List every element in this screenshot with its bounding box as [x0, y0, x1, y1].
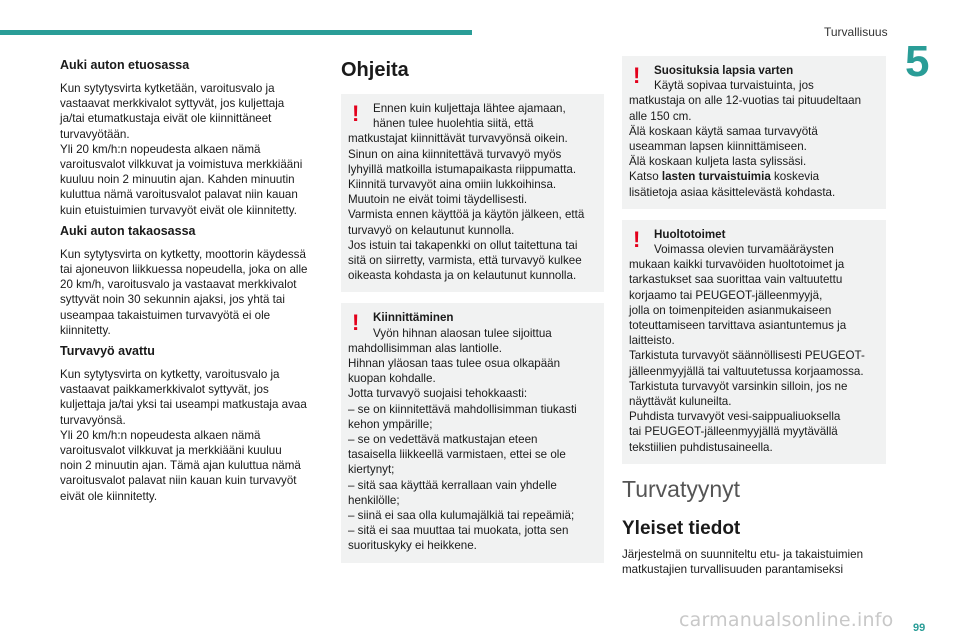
warning-exclamation-icon: !: [352, 101, 360, 126]
text-line: varoitusvalot vilkkuvat ja voimistuva merkkiääni: [60, 158, 303, 172]
warning-note-maintenance: [622, 220, 886, 464]
note-line: alle 150 cm.: [629, 109, 692, 123]
note-line: useamman lapsen kiinnittämiseen.: [629, 140, 807, 154]
note-line: Muutoin ne eivät toimi täydellisesti.: [348, 193, 528, 207]
note-title: Huoltotoimet: [654, 227, 726, 241]
text-line: 20 km/h, varoitusvalo ja vastaavat merkkivalot: [60, 278, 297, 292]
text-line: kuin etuistuimien turvavyöt eivät ole kiinnitetty.: [60, 203, 297, 217]
warning-note-children: [622, 56, 886, 209]
text-line: syttyvät noin 30 sekunnin ajaksi, jos yhtä tai: [60, 293, 285, 307]
note-line: kiertynyt;: [348, 463, 395, 477]
text-line: vastaavat paikkamerkkivalot syttyvät, jos: [60, 383, 269, 397]
chapter-number: 5: [905, 37, 930, 86]
column-right: [622, 56, 886, 583]
note-line: Tarkistuta turvavyöt varsinkin silloin, jos ne: [629, 379, 848, 393]
note-line: Ennen kuin kuljettaja lähtee ajamaan,: [373, 102, 566, 115]
open-heading: Turvavyö avattu: [60, 344, 155, 359]
warning-note-general: [341, 94, 604, 292]
open-paragraph: [60, 367, 322, 504]
front-heading: Auki auton etuosassa: [60, 58, 190, 72]
note-line: laitteisto.: [629, 334, 675, 348]
text-line: varoitusvalot palavat niin kauan kuin turvavyöt: [60, 474, 297, 488]
note-line: – sitä ei saa muuttaa tai muokata, jotta sen: [348, 524, 569, 538]
note-title: Suosituksia lapsia varten: [654, 64, 794, 77]
note-line: tarkastukset saa suorittaa vain valtuutettu: [629, 273, 843, 287]
airbags-intro-paragraph: [622, 547, 886, 577]
note-line: kehon ympärille;: [348, 417, 433, 431]
note-line: lyhyillä matkoilla istumapaikasta riippumatta.: [348, 162, 577, 176]
text-line: matkustajien turvallisuuden parantamiseksi: [622, 563, 844, 577]
note-line: Sinun on aina kiinnitettävä turvavyö myös: [348, 147, 562, 161]
note-line: Varmista ennen käyttöä ja käytön jälkeen, että: [348, 208, 585, 222]
rear-heading: Auki auton takaosassa: [60, 223, 196, 238]
text-line: kuljettaja ja/tai yksi tai useampi matkustaja avaa: [60, 398, 307, 412]
note-line: turvavyö on kelautunut kunnolla.: [348, 223, 515, 237]
text-line: noin 2 minuutin ajan. Tämä ajan kuluttua nämä: [60, 459, 301, 473]
text-line: Kun sytytysvirta kytketään, varoitusvalo ja: [60, 82, 275, 95]
front-paragraph: [60, 81, 322, 218]
note-line: toteuttamiseen tarvittava asiantuntemus ja: [629, 319, 847, 333]
warning-exclamation-icon: !: [633, 226, 641, 252]
text-line: ja/tai etumatkustaja eivät ole kiinnittäneet: [60, 112, 272, 126]
text-line: turvavyönsä.: [60, 413, 126, 427]
text-line: Yli 20 km/h:n nopeudesta alkaen nämä: [60, 142, 261, 156]
column-left: [60, 56, 322, 510]
warning-exclamation-icon: !: [633, 63, 641, 88]
child-seats-reference: lasten turvaistuimia: [661, 170, 771, 184]
airbags-section-heading: Turvatyynyt: [622, 475, 741, 502]
note-line: suorituskyky ei heikkene.: [348, 539, 477, 553]
note-line: Älä koskaan kuljeta lasta sylissäsi.: [629, 155, 807, 169]
note-line: – se on vedettävä matkustajan eteen: [348, 433, 538, 447]
text-line: Järjestelmä on suunniteltu etu- ja takaistuimien: [622, 547, 864, 561]
note-line: hänen tulee huolehtia siitä, että: [373, 117, 534, 131]
note-line: lisätietoja asiaa käsittelevästä kohdasta.: [629, 185, 836, 199]
note-line: mahdollisimman alas lantiolle.: [348, 341, 503, 355]
note-line: Jos istuin tai takapenkki on ollut taitettuna tai: [348, 238, 578, 252]
note-line: matkustajat kiinnittävät turvavyönsä oikein.: [348, 132, 568, 146]
section-title: Turvallisuus: [824, 25, 888, 39]
watermark: carmanualsonline.info: [679, 609, 894, 631]
text-line: kuuluu noin 2 minuutin ajan. Kahden minuutin: [60, 173, 295, 187]
see-also-suffix: koskevia: [770, 170, 820, 184]
note-line: matkustaja on alle 12-vuotias tai pituudeltaan: [629, 94, 862, 108]
note-line: jälleenmyyjällä tai valtuutetussa korjaamossa.: [629, 364, 864, 378]
see-also-prefix: Katso: [629, 170, 662, 184]
note-line: henkilölle;: [348, 493, 400, 507]
note-line: – siinä ei saa olla kulumajälkiä tai repeämiä;: [348, 509, 575, 523]
note-line: Hihnan yläosan taas tulee osua olkapään: [348, 357, 561, 371]
text-line: Yli 20 km/h:n nopeudesta alkaen nämä: [60, 428, 261, 442]
text-line: Kun sytytysvirta on kytketty, varoitusvalo ja: [60, 368, 280, 382]
note-line: sitä on siirretty, varmista, että turvavyö kulkee: [348, 254, 582, 268]
note-line: tekstiilien puhdistusaineella.: [629, 440, 773, 454]
note-line: mukaan kaikki turvavöiden huoltotoimet ja: [629, 258, 845, 272]
note-line: Älä koskaan käytä samaa turvavyötä: [629, 124, 818, 138]
warning-exclamation-icon: !: [352, 310, 360, 336]
note-line: tai PEUGEOT-jälleenmyyjällä myytävällä: [629, 425, 838, 439]
note-line: jolla on toimenpiteiden asianmukaiseen: [629, 303, 832, 317]
note-title: Kiinnittäminen: [373, 311, 454, 325]
column-middle: [341, 56, 604, 574]
note-line: Voimassa olevien turvamääräysten: [654, 243, 834, 257]
note-line: Jotta turvavyö suojaisi tehokkaasti:: [348, 387, 528, 401]
note-line-see-also: [629, 169, 879, 184]
text-line: varoitusvalot vilkkuvat ja merkkiääni kuuluu: [60, 444, 282, 458]
note-line: näyttävät kuluneilta.: [629, 395, 732, 409]
text-line: kiinnitetty.: [60, 323, 111, 337]
note-line: tasaisella liikkeellä varmistaen, ettei se ole: [348, 448, 566, 462]
note-line: – se on kiinnitettävä mahdollisimman tiukasti: [348, 402, 577, 416]
note-line: Puhdista turvavyöt vesi-saippualiuoksella: [629, 410, 841, 424]
text-line: turvavyötään.: [60, 127, 130, 141]
note-line: Tarkistuta turvavyöt säännöllisesti PEUGEOT-: [629, 349, 865, 363]
rear-paragraph: [60, 247, 322, 338]
instructions-heading: Ohjeita: [341, 59, 409, 81]
note-line: oikeasta kohdasta ja on kelautunut kunnolla.: [348, 269, 577, 283]
header-accent-bar: [0, 30, 472, 35]
note-line: – sitä saa käyttää kerrallaan vain yhdelle: [348, 478, 557, 492]
general-info-heading: Yleiset tiedot: [622, 517, 741, 539]
warning-note-fastening: [341, 303, 604, 562]
note-line: Vyön hihnan alaosan tulee sijoittua: [373, 326, 552, 340]
note-line: kuopan kohdalle.: [348, 372, 436, 386]
note-line: korjaamo tai PEUGEOT-jälleenmyyjä,: [629, 288, 823, 302]
note-line: Käytä sopivaa turvaistuinta, jos: [654, 79, 814, 93]
text-line: useampaa takaistuimen turvavyötä ei ole: [60, 308, 271, 322]
text-line: eivät ole kiinnitetty.: [60, 489, 158, 503]
text-line: kuluttua nämä varoitusvalot palavat niin kauan: [60, 188, 298, 202]
text-line: tai ajoneuvon liikkuessa nopeudella, joka on alle: [60, 263, 308, 277]
note-line: Kiinnitä turvavyöt aina omiin lukkoihinsa.: [348, 178, 557, 192]
text-line: vastaavat merkkivalot syttyvät, jos kuljettaja: [60, 97, 285, 111]
text-line: Kun sytytysvirta on kytketty, moottorin käydessä: [60, 247, 306, 261]
page-number: 99: [913, 622, 926, 634]
